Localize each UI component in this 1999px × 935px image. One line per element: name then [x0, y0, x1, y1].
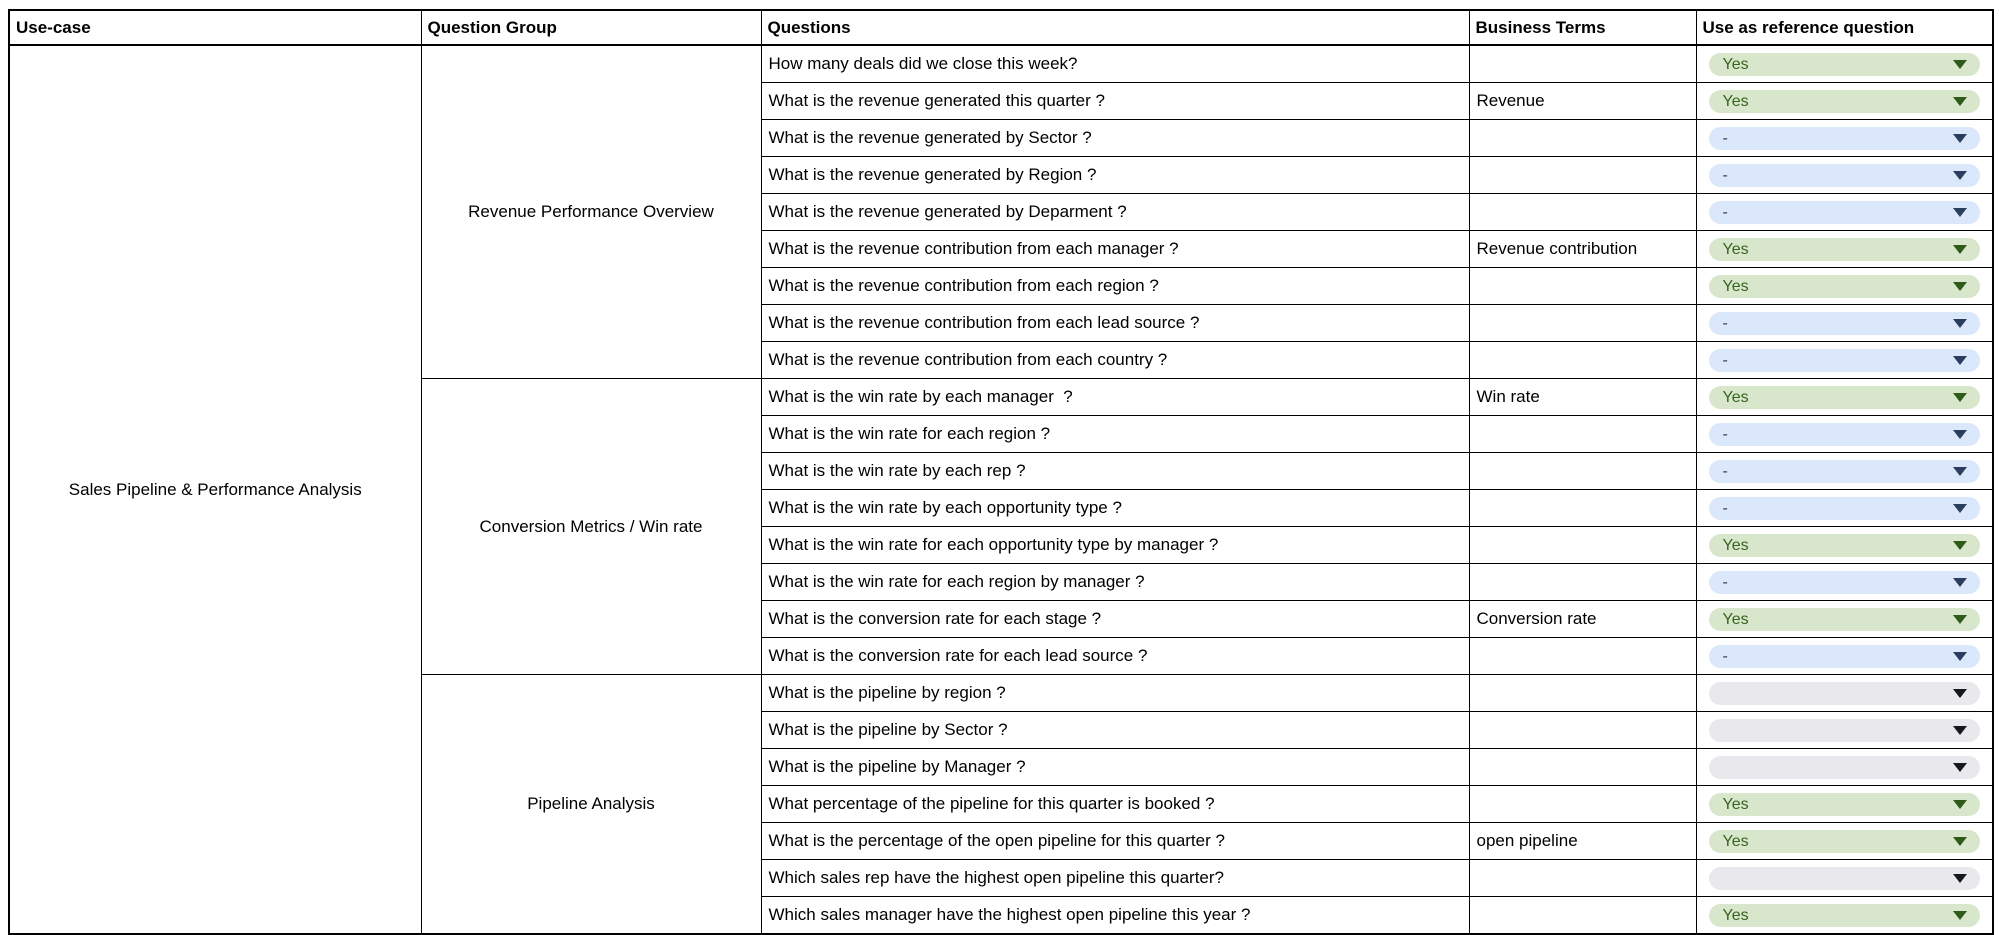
- reference-dropdown[interactable]: [1709, 386, 1981, 409]
- question-cell: What is the win rate for each region by manager ?: [761, 564, 1469, 601]
- reference-cell: [1696, 83, 1993, 120]
- reference-cell: [1696, 453, 1993, 490]
- reference-dropdown[interactable]: [1709, 275, 1981, 298]
- chevron-down-icon: [1953, 393, 1967, 402]
- reference-cell: [1696, 601, 1993, 638]
- question-cell: What is the pipeline by Manager ?: [761, 749, 1469, 786]
- reference-cell: [1696, 490, 1993, 527]
- chevron-down-icon: [1953, 615, 1967, 624]
- reference-dropdown-value: Yes: [1722, 388, 1749, 406]
- use-case-cell: Sales Pipeline & Performance Analysis: [9, 45, 421, 934]
- reference-dropdown[interactable]: [1709, 460, 1981, 483]
- chevron-down-icon: [1953, 171, 1967, 180]
- reference-cell: [1696, 823, 1993, 860]
- question-cell: What is the revenue generated by Region ?: [761, 157, 1469, 194]
- business-term-cell: [1469, 897, 1696, 935]
- business-term-cell: [1469, 416, 1696, 453]
- business-term-cell: [1469, 638, 1696, 675]
- reference-cell: [1696, 157, 1993, 194]
- business-term-cell: [1469, 120, 1696, 157]
- reference-dropdown[interactable]: [1709, 164, 1981, 187]
- reference-dropdown[interactable]: [1709, 830, 1981, 853]
- chevron-down-icon: [1953, 689, 1967, 698]
- chevron-down-icon: [1953, 356, 1967, 365]
- header-row: [9, 10, 1993, 45]
- reference-cell: [1696, 860, 1993, 897]
- reference-cell: [1696, 379, 1993, 416]
- business-term-cell: [1469, 675, 1696, 712]
- reference-dropdown[interactable]: [1709, 312, 1981, 335]
- business-term-cell: Revenue contribution: [1469, 231, 1696, 268]
- business-term-cell: [1469, 786, 1696, 823]
- reference-dropdown[interactable]: [1709, 756, 1981, 779]
- business-term-cell: open pipeline: [1469, 823, 1696, 860]
- reference-dropdown-value: -: [1722, 314, 1728, 332]
- reference-cell: [1696, 268, 1993, 305]
- question-group-cell: Revenue Performance Overview: [421, 45, 761, 379]
- question-cell: What is the revenue contribution from each region ?: [761, 268, 1469, 305]
- business-term-cell: [1469, 268, 1696, 305]
- reference-cell: [1696, 564, 1993, 601]
- questions-table: [8, 9, 1994, 935]
- question-cell: What is the win rate by each rep ?: [761, 453, 1469, 490]
- reference-dropdown[interactable]: [1709, 904, 1981, 927]
- reference-cell: [1696, 749, 1993, 786]
- reference-dropdown[interactable]: [1709, 682, 1981, 705]
- reference-dropdown-value: -: [1722, 203, 1728, 221]
- chevron-down-icon: [1953, 911, 1967, 920]
- reference-dropdown-value: Yes: [1722, 240, 1749, 258]
- question-cell: How many deals did we close this week?: [761, 45, 1469, 83]
- reference-cell: [1696, 194, 1993, 231]
- reference-dropdown[interactable]: [1709, 867, 1981, 890]
- reference-dropdown-value: -: [1722, 647, 1728, 665]
- question-cell: What is the percentage of the open pipeline for this quarter ?: [761, 823, 1469, 860]
- chevron-down-icon: [1953, 763, 1967, 772]
- chevron-down-icon: [1953, 282, 1967, 291]
- header-questions: Questions: [761, 10, 1469, 45]
- header-business-terms: Business Terms: [1469, 10, 1696, 45]
- chevron-down-icon: [1953, 837, 1967, 846]
- reference-cell: [1696, 120, 1993, 157]
- business-term-cell: [1469, 194, 1696, 231]
- question-cell: What is the win rate by each opportunity type ?: [761, 490, 1469, 527]
- reference-cell: [1696, 342, 1993, 379]
- chevron-down-icon: [1953, 504, 1967, 513]
- question-cell: What is the win rate for each opportunity type by manager ?: [761, 527, 1469, 564]
- chevron-down-icon: [1953, 652, 1967, 661]
- reference-cell: [1696, 305, 1993, 342]
- reference-dropdown[interactable]: [1709, 608, 1981, 631]
- chevron-down-icon: [1953, 208, 1967, 217]
- reference-dropdown[interactable]: [1709, 90, 1981, 113]
- business-term-cell: [1469, 527, 1696, 564]
- business-term-cell: Conversion rate: [1469, 601, 1696, 638]
- reference-cell: [1696, 231, 1993, 268]
- business-term-cell: Revenue: [1469, 83, 1696, 120]
- reference-dropdown-value: Yes: [1722, 795, 1749, 813]
- business-term-cell: Win rate: [1469, 379, 1696, 416]
- reference-dropdown[interactable]: [1709, 127, 1981, 150]
- reference-dropdown-value: Yes: [1722, 55, 1749, 73]
- question-cell: Which sales rep have the highest open pipeline this quarter?: [761, 860, 1469, 897]
- header-use-case: Use-case: [9, 10, 421, 45]
- header-use-as-reference: Use as reference question: [1696, 10, 1993, 45]
- reference-dropdown[interactable]: [1709, 349, 1981, 372]
- question-cell: What is the pipeline by region ?: [761, 675, 1469, 712]
- question-group-cell: Pipeline Analysis: [421, 675, 761, 935]
- reference-dropdown-value: -: [1722, 129, 1728, 147]
- business-term-cell: [1469, 712, 1696, 749]
- header-question-group: Question Group: [421, 10, 761, 45]
- table-header: [9, 10, 1993, 45]
- business-term-cell: [1469, 749, 1696, 786]
- question-cell: What percentage of the pipeline for this quarter is booked ?: [761, 786, 1469, 823]
- reference-dropdown-value: -: [1722, 499, 1728, 517]
- chevron-down-icon: [1953, 430, 1967, 439]
- chevron-down-icon: [1953, 726, 1967, 735]
- business-term-cell: [1469, 564, 1696, 601]
- reference-dropdown[interactable]: [1709, 719, 1981, 742]
- business-term-cell: [1469, 157, 1696, 194]
- chevron-down-icon: [1953, 874, 1967, 883]
- question-cell: What is the revenue contribution from each manager ?: [761, 231, 1469, 268]
- reference-dropdown[interactable]: [1709, 238, 1981, 261]
- reference-cell: [1696, 527, 1993, 564]
- question-cell: Which sales manager have the highest open pipeline this year ?: [761, 897, 1469, 935]
- question-cell: What is the revenue generated by Deparment ?: [761, 194, 1469, 231]
- chevron-down-icon: [1953, 134, 1967, 143]
- reference-dropdown[interactable]: [1709, 534, 1981, 557]
- reference-cell: [1696, 786, 1993, 823]
- chevron-down-icon: [1953, 578, 1967, 587]
- business-term-cell: [1469, 860, 1696, 897]
- reference-cell: [1696, 712, 1993, 749]
- business-term-cell: [1469, 342, 1696, 379]
- question-cell: What is the pipeline by Sector ?: [761, 712, 1469, 749]
- question-cell: What is the win rate for each region ?: [761, 416, 1469, 453]
- reference-dropdown-value: Yes: [1722, 832, 1749, 850]
- reference-dropdown-value: Yes: [1722, 906, 1749, 924]
- reference-dropdown[interactable]: [1709, 53, 1981, 76]
- question-cell: What is the revenue generated by Sector ?: [761, 120, 1469, 157]
- reference-dropdown-value: -: [1722, 351, 1728, 369]
- question-cell: What is the revenue contribution from each lead source ?: [761, 305, 1469, 342]
- reference-cell: [1696, 638, 1993, 675]
- reference-dropdown[interactable]: [1709, 201, 1981, 224]
- reference-dropdown-value: Yes: [1722, 277, 1749, 295]
- chevron-down-icon: [1953, 800, 1967, 809]
- reference-cell: [1696, 897, 1993, 935]
- business-term-cell: [1469, 453, 1696, 490]
- reference-dropdown[interactable]: [1709, 571, 1981, 594]
- question-group-cell: Conversion Metrics / Win rate: [421, 379, 761, 675]
- question-cell: What is the conversion rate for each stage ?: [761, 601, 1469, 638]
- reference-dropdown[interactable]: [1709, 645, 1981, 668]
- chevron-down-icon: [1953, 97, 1967, 106]
- question-cell: What is the conversion rate for each lead source ?: [761, 638, 1469, 675]
- reference-cell: [1696, 675, 1993, 712]
- reference-dropdown-value: Yes: [1722, 610, 1749, 628]
- question-cell: What is the revenue contribution from each country ?: [761, 342, 1469, 379]
- reference-dropdown-value: -: [1722, 573, 1728, 591]
- chevron-down-icon: [1953, 245, 1967, 254]
- reference-dropdown-value: -: [1722, 462, 1728, 480]
- reference-dropdown[interactable]: [1709, 423, 1981, 446]
- reference-dropdown-value: Yes: [1722, 92, 1749, 110]
- business-term-cell: [1469, 305, 1696, 342]
- reference-dropdown-value: -: [1722, 166, 1728, 184]
- business-term-cell: [1469, 490, 1696, 527]
- chevron-down-icon: [1953, 319, 1967, 328]
- reference-cell: [1696, 45, 1993, 83]
- reference-dropdown-value: Yes: [1722, 536, 1749, 554]
- question-cell: What is the win rate by each manager ?: [761, 379, 1469, 416]
- chevron-down-icon: [1953, 60, 1967, 69]
- chevron-down-icon: [1953, 541, 1967, 550]
- reference-dropdown[interactable]: [1709, 497, 1981, 520]
- business-term-cell: [1469, 45, 1696, 83]
- question-cell: What is the revenue generated this quarter ?: [761, 83, 1469, 120]
- reference-dropdown[interactable]: [1709, 793, 1981, 816]
- table-row: [9, 45, 1993, 83]
- table-body: [9, 45, 1993, 934]
- reference-dropdown-value: -: [1722, 425, 1728, 443]
- reference-cell: [1696, 416, 1993, 453]
- chevron-down-icon: [1953, 467, 1967, 476]
